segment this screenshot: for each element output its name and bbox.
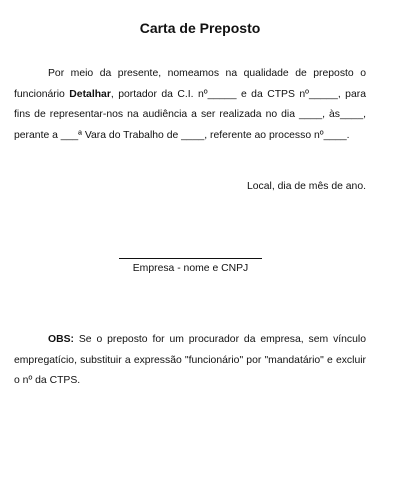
signature-label: Empresa - nome e CNPJ [132, 263, 249, 274]
place-date: Local, dia de mês de ano. [247, 181, 366, 192]
obs-label: OBS: [48, 334, 74, 345]
paragraph-intro-text: Por meio da presente, nomeamos na qualidade de preposto o funcionário [14, 68, 366, 100]
obs-body-text: Se o preposto for um procurador da empresa, sem vínculo empregatício, substituir a expressão "funcionário" por "mandatário" e excluir o nº da CTPS. [14, 334, 366, 386]
signature-line [119, 258, 262, 259]
paragraph-details-text: , portador da C.I. nº_____ e da CTPS nº_____, para fins de representar-nos na audiência a ser realizada no dia ____, às____, perante a ___ª Vara do Trabalho de ____, referente ao processo nº____. [14, 88, 366, 141]
document-title: Carta de Preposto [139, 20, 261, 36]
main-paragraph [14, 64, 366, 146]
obs-note [14, 330, 366, 392]
employee-name: Detalhar [69, 88, 111, 100]
